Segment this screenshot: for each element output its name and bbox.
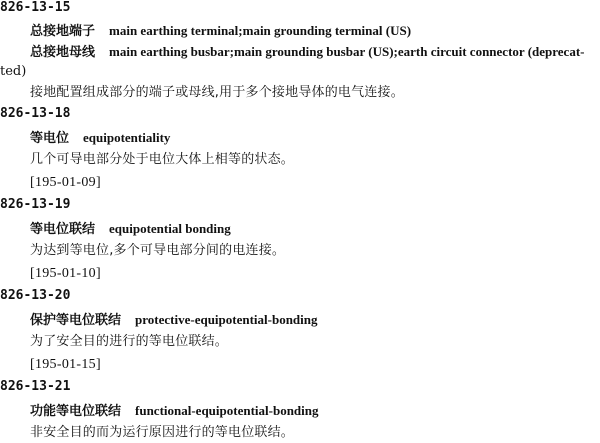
term-english-continuation: ted): [0, 64, 27, 79]
entry-number: 826-13-18: [0, 106, 71, 121]
term-line: [30, 312, 318, 329]
term-chinese: 总接地母线: [30, 45, 96, 60]
entry-number: 826-13-21: [0, 379, 71, 394]
term-english: functional-equipotential-bonding: [135, 403, 319, 418]
term-chinese: 等电位联结: [30, 222, 96, 237]
term-line: [30, 130, 170, 147]
reference: [195-01-15]: [30, 357, 101, 372]
term-chinese: 保护等电位联结: [30, 313, 122, 328]
definition: 接地配置组成部分的端子或母线,用于多个接地导体的电气连接。: [30, 85, 404, 100]
definition: 为达到等电位,多个可导电部分间的电连接。: [30, 243, 286, 258]
definition: 非安全目的而为运行原因进行的等电位联结。: [30, 425, 295, 440]
term-english: equipotentiality: [83, 130, 171, 145]
reference: [195-01-09]: [30, 175, 101, 190]
term-english: main earthing busbar;main grounding busbar (US);earth circuit connector (deprecat-: [109, 44, 585, 59]
entry-number: 826-13-19: [0, 197, 71, 212]
term-line: [30, 221, 231, 238]
definition: 为了安全目的进行的等电位联结。: [30, 334, 229, 349]
term-english: equipotential bonding: [109, 221, 231, 236]
entry-number: 826-13-15: [0, 0, 71, 15]
term-line: [30, 23, 411, 40]
entry-number: 826-13-20: [0, 288, 71, 303]
term-chinese: 等电位: [30, 131, 70, 146]
term-line: [30, 403, 319, 420]
term-line: [30, 44, 585, 61]
reference: [195-01-10]: [30, 266, 101, 281]
definition: 几个可导电部分处于电位大体上相等的状态。: [30, 152, 295, 167]
term-english: protective-equipotential-bonding: [135, 312, 318, 327]
term-english: main earthing terminal;main grounding terminal (US): [109, 23, 412, 38]
term-chinese: 功能等电位联结: [30, 404, 122, 419]
term-chinese: 总接地端子: [30, 24, 96, 39]
